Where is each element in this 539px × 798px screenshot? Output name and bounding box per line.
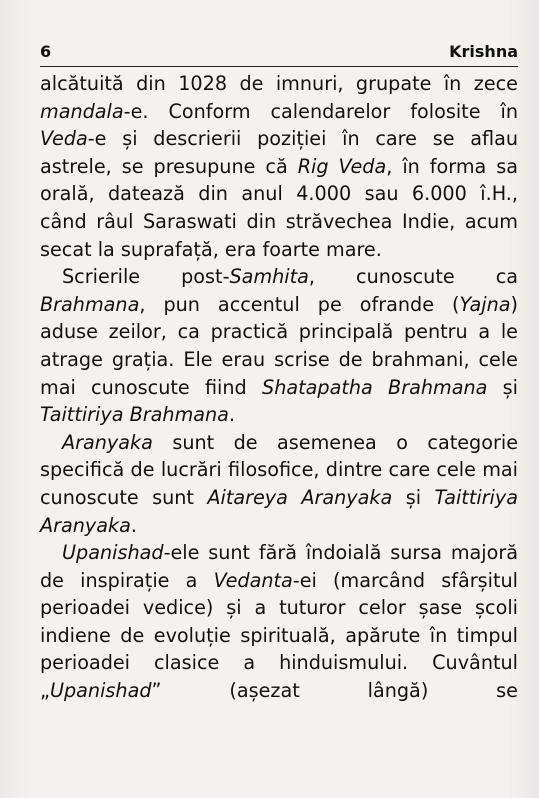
italic-term: Aitareya Aranyaka bbox=[207, 485, 393, 509]
italic-term: Aranyaka bbox=[62, 430, 153, 454]
text-run: ” (așezat lângă) se bbox=[151, 679, 518, 703]
text-run: , cunoscute ca bbox=[308, 265, 518, 289]
italic-term: Taittiriya Aranyaka bbox=[40, 485, 519, 537]
text-run: . bbox=[130, 513, 138, 537]
text-run: ) aduse zeilor, ca practică principală pentru a le atrage grația. Ele erau scrise de brahmani, cele mai cunoscute fiind bbox=[40, 292, 518, 399]
italic-term: Taittiriya Brahmana bbox=[40, 403, 229, 427]
italic-term: Upanishad bbox=[49, 679, 152, 703]
text-run: , în forma sa orală, datează din anul 4.000 sau 6.000 î.H., când râul Saraswati din străvechea Indie, acum secat la suprafață, era foarte mare. bbox=[40, 154, 518, 261]
text-run: -e. Conform calendarelor folosite în bbox=[123, 99, 518, 123]
paragraph-1 bbox=[40, 70, 518, 263]
italic-term: Rig Veda bbox=[297, 154, 387, 178]
text-run: și bbox=[392, 485, 435, 509]
italic-term: mandala bbox=[40, 99, 124, 123]
text-run: -ele sunt fără îndoială sursa majoră de inspirație a bbox=[40, 541, 518, 592]
page-header bbox=[40, 40, 518, 67]
paragraph-3 bbox=[40, 429, 518, 539]
text-run: sunt de asemenea o categorie specifică de lucrări filosofice, dintre care cele mai cunoscute sunt bbox=[40, 430, 518, 509]
paragraph-4 bbox=[40, 539, 518, 705]
text-run: -e și descrierii poziției în care se aflau astrele, se presupune că bbox=[40, 127, 518, 178]
running-title: Krishna bbox=[449, 42, 518, 61]
text-run: și bbox=[487, 375, 518, 399]
text-run: . bbox=[228, 403, 236, 427]
italic-term: Vedanta bbox=[213, 568, 293, 592]
italic-term: Brahmana bbox=[40, 292, 140, 316]
text-run: alcătuită din 1028 de imnuri, grupate în zece bbox=[40, 72, 518, 95]
italic-term: Yajna bbox=[459, 292, 511, 316]
paragraph-2 bbox=[40, 263, 518, 429]
body-text bbox=[40, 70, 518, 705]
page-number: 6 bbox=[40, 42, 52, 61]
italic-term: Shatapatha Brahmana bbox=[262, 375, 488, 399]
text-run: Scrierile post- bbox=[62, 265, 230, 289]
text-run: , pun accentul pe ofrande ( bbox=[139, 292, 460, 316]
italic-term: Samhita bbox=[229, 265, 309, 289]
text-run: -ei (marcând sfârșitul perioadei vedice) și a tuturor celor șase școli indiene de evoluție spirituală, apărute în timpul perioadei clasice a hinduismului. Cuvântul „ bbox=[40, 568, 518, 703]
italic-term: Veda bbox=[40, 127, 88, 151]
italic-term: Upanishad bbox=[62, 541, 164, 565]
